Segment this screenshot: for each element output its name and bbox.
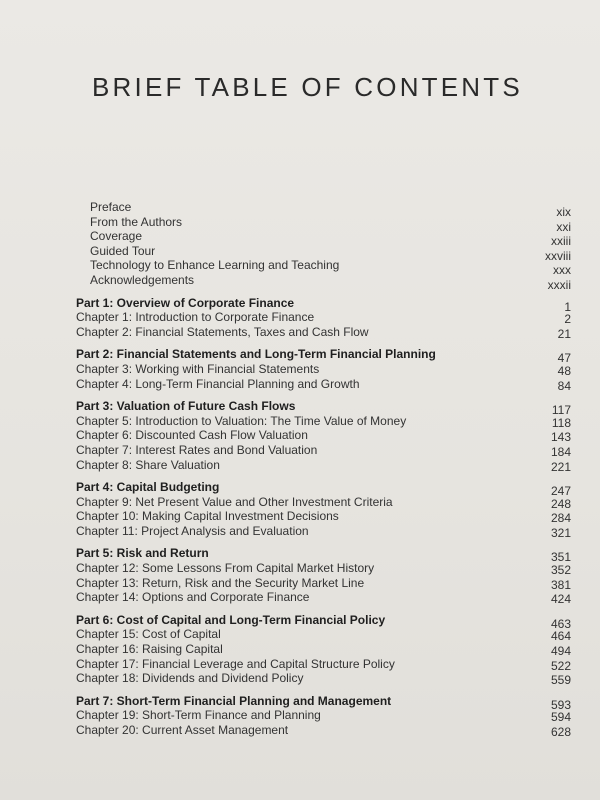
chapter-item-page-number: 594 [550,710,571,725]
chapter-item [76,671,571,686]
part-heading-label: Part 2: Financial Statements and Long-Term Financial Planning [76,347,436,362]
front-matter-item [76,200,571,219]
chapter-item [76,428,571,443]
chapter-item [76,377,571,392]
chapter-item [76,495,571,510]
table-of-contents [76,200,571,738]
chapter-item-label: Chapter 20: Current Asset Management [76,723,289,737]
chapter-item-label: Chapter 7: Interest Rates and Bond Valuation [76,442,318,457]
chapter-item-page-number: 48 [557,363,571,378]
chapter-item-page-number: 494 [550,644,571,659]
front-matter-item-page-number: xxviii [545,248,571,263]
chapter-item [76,509,571,524]
page-title: BRIEF TABLE OF CONTENTS [92,72,523,102]
chapter-item-page-number: 184 [550,444,571,459]
part-heading [76,612,571,631]
front-matter-list [76,200,571,292]
part-section [76,347,571,391]
chapter-item-page-number: 628 [550,725,571,739]
chapter-item-label: Chapter 5: Introduction to Valuation: The Time Value of Money [76,413,407,428]
chapter-item-label: Chapter 9: Net Present Value and Other Investment Criteria [76,494,393,509]
chapter-item-page-number: 424 [550,592,571,607]
chapter-item-page-number: 21 [557,326,571,341]
chapter-item-label: Chapter 8: Share Valuation [76,457,220,472]
parts-list [76,296,571,738]
chapter-item-page-number: 221 [550,459,571,474]
chapter-item [76,325,571,340]
chapter-item-page-number: 284 [550,511,571,526]
front-matter-item [76,258,571,278]
chapter-item [76,458,571,473]
front-matter-item [76,229,571,249]
chapter-item [76,414,571,429]
front-matter-item [76,214,571,234]
chapter-item-label: Chapter 3: Working with Financial Statements [76,361,320,376]
part-section [76,613,571,686]
chapter-item-label: Chapter 6: Discounted Cash Flow Valuation [76,428,308,443]
chapter-item-label: Chapter 11: Project Analysis and Evaluation [76,523,309,538]
chapter-item-page-number: 84 [557,378,571,393]
chapter-item [76,310,571,325]
chapter-item [76,362,571,377]
chapter-item-page-number: 143 [550,430,571,445]
chapter-item-page-number: 321 [550,525,571,540]
front-matter-item-label: Acknowledgements [90,272,195,287]
part-heading-label: Part 6: Cost of Capital and Long-Term Financial Policy [76,612,386,627]
part-heading [76,480,571,499]
chapter-item [76,708,571,723]
chapter-item [76,524,571,539]
front-matter-item-page-number: xxx [553,263,571,278]
chapter-item-label: Chapter 4: Long-Term Financial Planning and Growth [76,376,360,391]
part-section [76,694,571,738]
chapter-item-label: Chapter 13: Return, Risk and the Security Market Line [76,575,365,590]
chapter-item-label: Chapter 19: Short-Term Finance and Planning [76,708,321,723]
front-matter-item [76,243,571,263]
chapter-item [76,627,571,642]
part-heading-page-number: 247 [550,484,571,499]
part-heading [76,693,571,712]
front-matter-item-page-number: xix [556,205,571,219]
chapter-item-page-number: 2 [564,312,571,327]
chapter-item-label: Chapter 18: Dividends and Dividend Policy [76,671,304,686]
front-matter-item-page-number: xxiii [551,234,571,249]
chapter-item [76,576,571,591]
front-matter-item-label: Preface [90,200,132,214]
front-matter-item-label: Guided Tour [90,243,156,258]
chapter-item [76,443,571,458]
chapter-item-page-number: 381 [550,577,571,592]
front-matter-item-page-number: xxi [556,219,571,234]
front-matter-item-label: From the Authors [90,214,183,229]
chapter-item-page-number: 464 [550,629,571,644]
chapter-item-page-number: 118 [551,415,571,430]
part-heading [76,546,571,565]
chapter-item-label: Chapter 1: Introduction to Corporate Finance [76,310,315,325]
part-heading-page-number: 351 [550,550,571,565]
chapter-item [76,590,571,605]
part-section [76,546,571,607]
part-heading-label: Part 4: Capital Budgeting [76,480,220,495]
front-matter-item [76,272,571,292]
part-heading-page-number: 117 [551,403,571,418]
part-heading-label: Part 5: Risk and Return [76,546,209,561]
chapter-item-label: Chapter 2: Financial Statements, Taxes and Cash Flow [76,324,369,339]
chapter-item [76,561,571,576]
part-heading-label: Part 3: Valuation of Future Cash Flows [76,399,296,414]
chapter-item-label: Chapter 10: Making Capital Investment Decisions [76,509,339,524]
chapter-item-page-number: 522 [550,658,571,673]
part-section [76,480,571,538]
part-heading-page-number: 463 [550,616,571,631]
chapter-item [76,657,571,672]
part-heading [76,295,571,314]
part-heading-page-number: 47 [557,351,571,366]
chapter-item [76,723,571,738]
chapter-item-label: Chapter 17: Financial Leverage and Capital Structure Policy [76,656,395,671]
chapter-item [76,642,571,657]
chapter-item-label: Chapter 14: Options and Corporate Finance [76,590,310,605]
part-heading-label: Part 7: Short-Term Financial Planning and Management [76,693,392,708]
part-heading [76,347,571,366]
chapter-item-label: Chapter 12: Some Lessons From Capital Market History [76,561,375,576]
chapter-item-label: Chapter 15: Cost of Capital [76,627,221,642]
part-heading-page-number: 593 [550,697,571,712]
part-section [76,399,571,472]
part-heading [76,399,571,418]
chapter-item-label: Chapter 16: Raising Capital [76,642,223,657]
front-matter-item-label: Coverage [90,229,143,244]
chapter-item-page-number: 352 [550,563,571,578]
part-heading-label: Part 1: Overview of Corporate Finance [76,295,295,310]
chapter-item-page-number: 248 [550,496,571,511]
chapter-item-page-number: 559 [550,673,571,688]
part-heading-page-number: 1 [564,299,571,314]
front-matter-item-page-number: xxxii [547,277,571,292]
part-section [76,296,571,340]
front-matter-item-label: Technology to Enhance Learning and Teaching [90,258,340,273]
